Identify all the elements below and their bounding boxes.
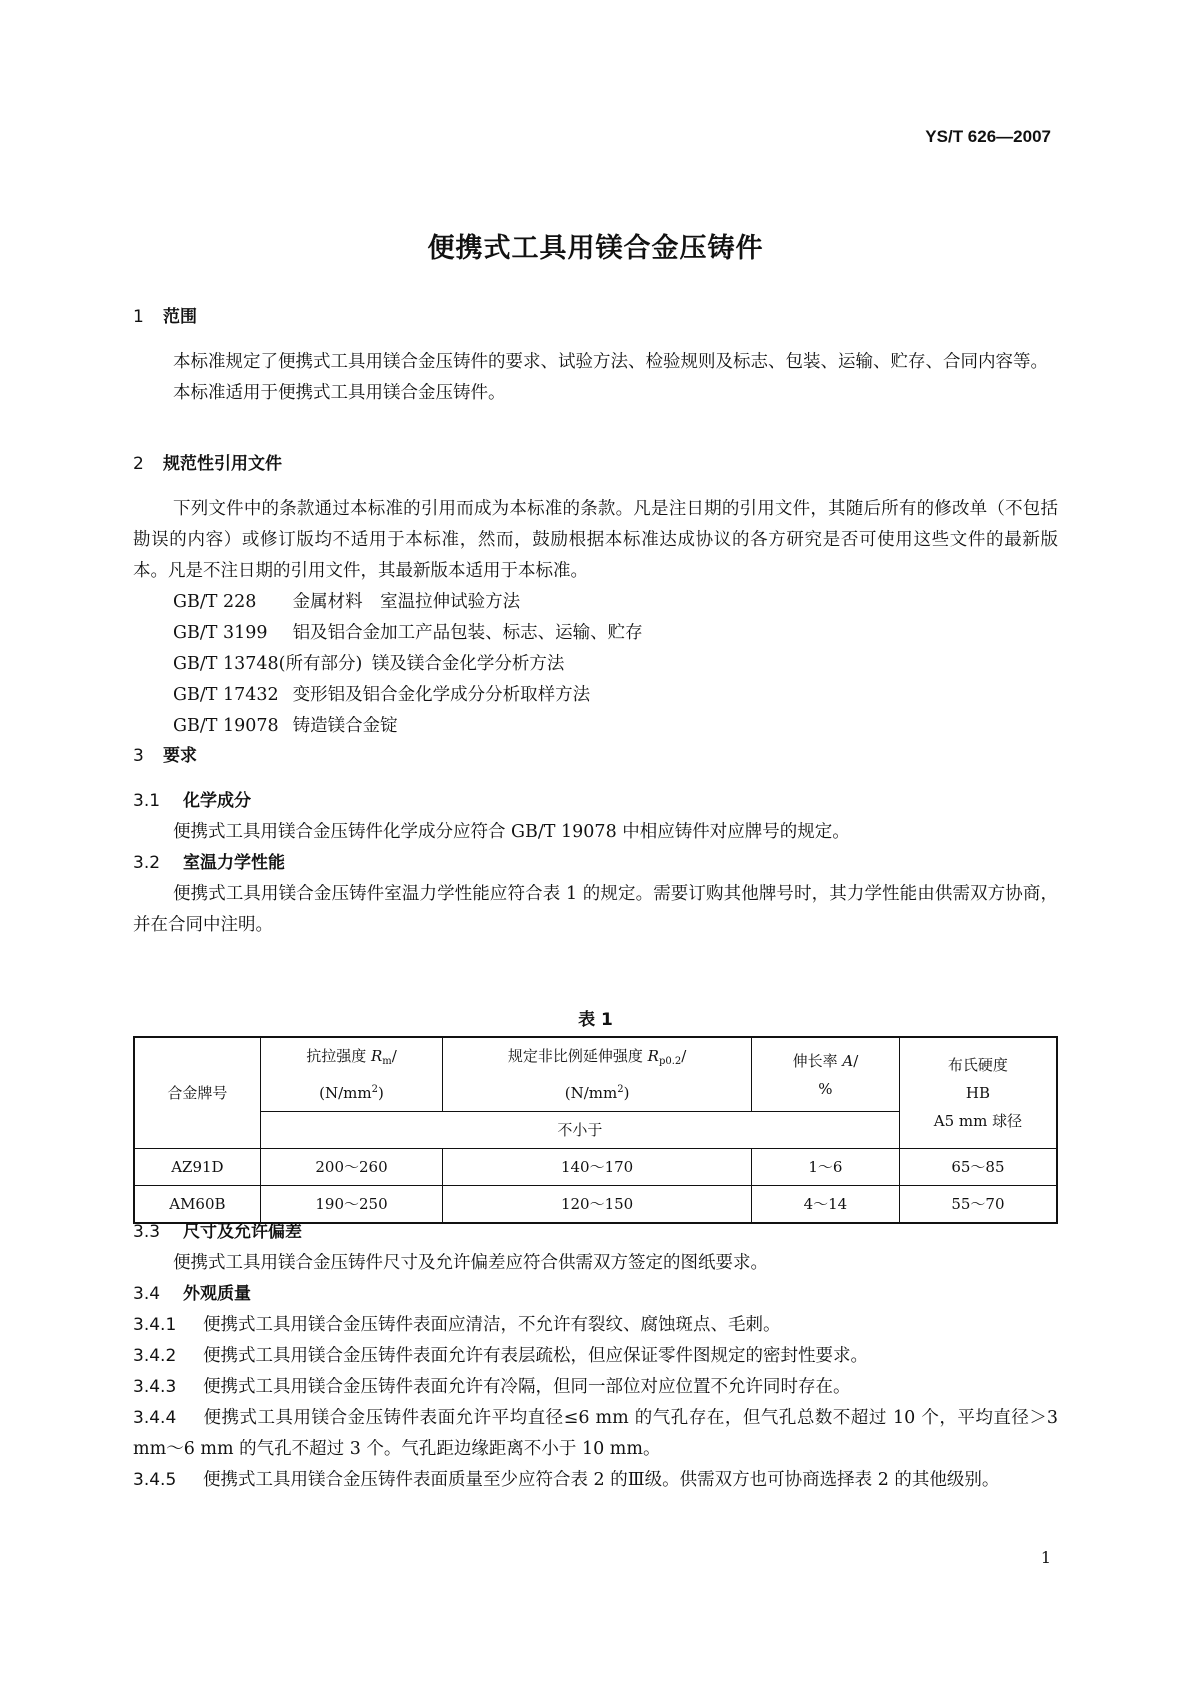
section-number: 2 bbox=[133, 454, 144, 474]
cell-alloy: AZ91D bbox=[134, 1149, 260, 1186]
cell-hardness: 65～85 bbox=[899, 1149, 1057, 1186]
reference-item bbox=[133, 680, 1058, 711]
header-alloy: 合金牌号 bbox=[134, 1037, 260, 1149]
section-3 bbox=[133, 741, 1058, 941]
symbol: R bbox=[370, 1047, 383, 1065]
paragraph: 本标准规定了便携式工具用镁合金压铸件的要求、试验方法、检验规则及标志、包装、运输、贮存、合同内容等。 bbox=[173, 352, 1048, 372]
header-hardness bbox=[899, 1037, 1057, 1149]
clause-number: 3.4.4 bbox=[133, 1408, 177, 1428]
header-text: HB bbox=[965, 1084, 990, 1102]
cell-tensile: 200～260 bbox=[260, 1149, 442, 1186]
clause-text: 便携式工具用镁合金压铸件表面允许有冷隔，但同一部位对应位置不允许同时存在。 bbox=[203, 1377, 851, 1397]
clause bbox=[133, 1310, 1058, 1341]
section-number: 1 bbox=[133, 307, 144, 327]
reference-title: 铸造镁合金锭 bbox=[292, 716, 398, 736]
clause bbox=[133, 1372, 1058, 1403]
reference-code: GB/T 17432 bbox=[173, 685, 279, 705]
document-title: 便携式工具用镁合金压铸件 bbox=[427, 233, 764, 264]
paragraph: 本标准适用于便携式工具用镁合金压铸件。 bbox=[173, 383, 506, 403]
section-title: 规范性引用文件 bbox=[163, 454, 282, 474]
paragraph: 下列文件中的条款通过本标准的引用而成为本标准的条款。凡是注日期的引用文件，其随后所有的修改单（不包括勘误的内容）或修订版均不适用于本标准，然而，鼓励根据本标准达成协议的各方研究是否可使用这些文件的最新版本。凡是不注日期的引用文件，其最新版本适用于本标准。 bbox=[133, 499, 1058, 581]
cell-yield: 140～170 bbox=[443, 1149, 752, 1186]
cell-elongation: 4～14 bbox=[751, 1186, 899, 1224]
cell-alloy: AM60B bbox=[134, 1186, 260, 1224]
superscript: 2 bbox=[617, 1084, 624, 1095]
subsection-heading bbox=[133, 786, 1058, 817]
subsection-title: 室温力学性能 bbox=[183, 853, 285, 873]
clause-number: 3.4.5 bbox=[133, 1470, 177, 1490]
header-text: 抗拉强度 bbox=[306, 1047, 367, 1065]
symbol: R bbox=[647, 1047, 659, 1065]
subsection-heading bbox=[133, 1279, 1058, 1310]
reference-title: 金属材料 室温拉伸试验方法 bbox=[292, 592, 521, 612]
unit: (N/mm bbox=[564, 1084, 618, 1102]
subsection-title: 尺寸及允许偏差 bbox=[183, 1222, 302, 1242]
header-text: A5 mm 球径 bbox=[933, 1112, 1023, 1130]
table-header-row bbox=[134, 1037, 1057, 1112]
section-title: 范围 bbox=[163, 307, 197, 327]
unit: ) bbox=[623, 1084, 630, 1102]
reference-code: GB/T 228 bbox=[173, 592, 257, 612]
clause-number: 3.4.1 bbox=[133, 1315, 177, 1335]
page-number: 1 bbox=[1040, 1548, 1051, 1567]
reference-title: 铝及铝合金加工产品包装、标志、运输、贮存 bbox=[292, 623, 643, 643]
header-text: 布氏硬度 bbox=[947, 1056, 1008, 1074]
reference-code: GB/T 13748(所有部分) bbox=[173, 654, 363, 674]
paragraph: 便携式工具用镁合金压铸件尺寸及允许偏差应符合供需双方签定的图纸要求。 bbox=[173, 1253, 768, 1273]
standard-code: YS/T 626—2007 bbox=[925, 127, 1051, 146]
subsection-title: 外观质量 bbox=[183, 1284, 251, 1304]
reference-item bbox=[133, 649, 1058, 680]
clause-text: 便携式工具用镁合金压铸件表面质量至少应符合表 2 的Ⅲ级。供需双方也可协商选择表 2 的其他级别。 bbox=[203, 1470, 1000, 1490]
cell-elongation: 1～6 bbox=[751, 1149, 899, 1186]
reference-title: 变形铝及铝合金化学成分分析取样方法 bbox=[292, 685, 591, 705]
header-elongation: 伸长率 A/ % bbox=[751, 1037, 899, 1112]
header-text: 伸长率 bbox=[792, 1051, 838, 1070]
clause-text: 便携式工具用镁合金压铸件表面应清洁，不允许有裂纹、腐蚀斑点、毛刺。 bbox=[203, 1315, 781, 1335]
subsection-number: 3.1 bbox=[133, 791, 161, 811]
clause bbox=[133, 1403, 1058, 1465]
subsection-heading bbox=[133, 848, 1058, 879]
subsection-number: 3.4 bbox=[133, 1284, 161, 1304]
reference-code: GB/T 19078 bbox=[173, 716, 279, 736]
clause bbox=[133, 1341, 1058, 1372]
unit: % bbox=[818, 1079, 833, 1098]
section-3-continued bbox=[133, 1217, 1058, 1496]
section-title: 要求 bbox=[163, 746, 197, 766]
reference-item bbox=[133, 618, 1058, 649]
reference-item bbox=[133, 711, 1058, 742]
unit: ) bbox=[378, 1084, 384, 1102]
clause bbox=[133, 1465, 1058, 1496]
table-caption: 表 1 bbox=[578, 1010, 613, 1030]
cell-tensile: 190～250 bbox=[260, 1186, 442, 1224]
cell-yield: 120～150 bbox=[443, 1186, 752, 1224]
reference-item bbox=[133, 587, 1058, 618]
symbol: A bbox=[842, 1051, 854, 1070]
paragraph: 便携式工具用镁合金压铸件室温力学性能应符合表 1 的规定。需要订购其他牌号时，其力学性能由供需双方协商，并在合同中注明。 bbox=[133, 884, 1058, 935]
section-1 bbox=[133, 302, 1058, 409]
subsection-number: 3.3 bbox=[133, 1222, 161, 1242]
section-heading bbox=[133, 302, 1058, 333]
reference-code: GB/T 3199 bbox=[173, 623, 268, 643]
section-2 bbox=[133, 449, 1058, 742]
header-tensile: 抗拉强度 $R_m/$ $(N/mm^2)$ bbox=[260, 1037, 442, 1112]
clause-text: 便携式工具用镁合金压铸件表面允许平均直径≤6 mm 的气孔存在，但气孔总数不超过 10 个，平均直径＞3 mm～6 mm 的气孔不超过 3 个。气孔距边缘距离不小于 10 mm。 bbox=[133, 1408, 1058, 1459]
subscript: m bbox=[382, 1056, 392, 1067]
cell-hardness: 55～70 bbox=[899, 1186, 1057, 1224]
paragraph: 便携式工具用镁合金压铸件化学成分应符合 GB/T 19078 中相应铸件对应牌号的规定。 bbox=[173, 822, 850, 842]
section-heading bbox=[133, 449, 1058, 480]
subscript: p0.2 bbox=[658, 1056, 682, 1067]
clause-number: 3.4.3 bbox=[133, 1377, 177, 1397]
section-heading bbox=[133, 741, 1058, 772]
clause-number: 3.4.2 bbox=[133, 1346, 177, 1366]
subsection-heading bbox=[133, 1217, 1058, 1248]
subsection-number: 3.2 bbox=[133, 853, 161, 873]
clause-text: 便携式工具用镁合金压铸件表面允许有表层疏松，但应保证零件图规定的密封性要求。 bbox=[203, 1346, 868, 1366]
header-min-note: 不小于 bbox=[260, 1112, 899, 1149]
header-text: 规定非比例延伸强度 bbox=[507, 1047, 643, 1065]
subsection-title: 化学成分 bbox=[183, 791, 251, 811]
section-number: 3 bbox=[133, 746, 144, 766]
header-yield: 规定非比例延伸强度 $R_{p0.2}/$ $(N/mm^2)$ bbox=[443, 1037, 752, 1112]
reference-title: 镁及镁合金化学分析方法 bbox=[371, 654, 565, 674]
properties-table bbox=[133, 1036, 1058, 1224]
superscript: 2 bbox=[371, 1084, 379, 1095]
unit: (N/mm bbox=[319, 1084, 372, 1102]
table-row bbox=[134, 1149, 1057, 1186]
